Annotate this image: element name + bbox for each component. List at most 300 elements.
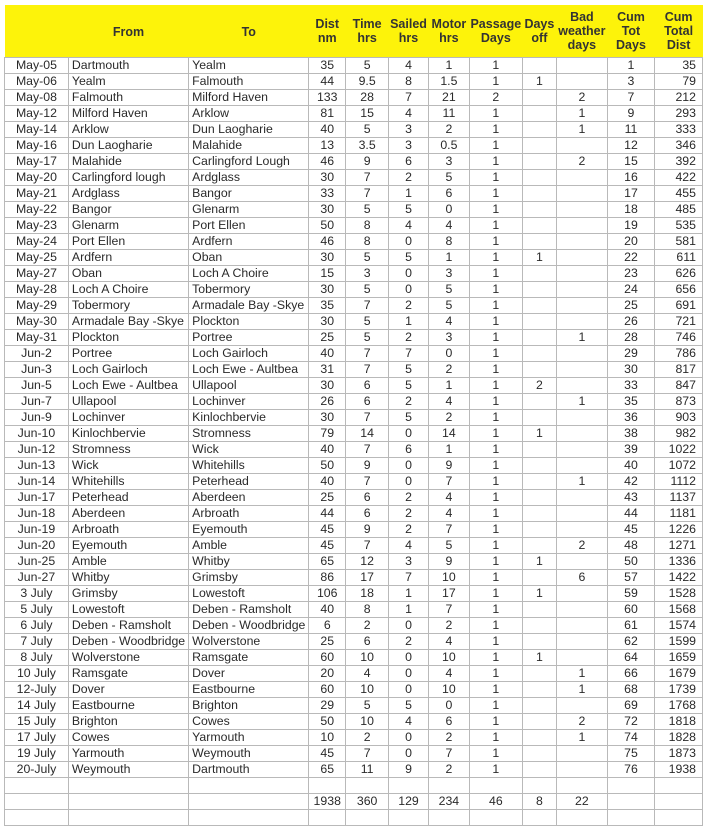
total-passage-days: 46 — [469, 794, 522, 810]
cell-days-off — [522, 154, 556, 170]
cell-cum-tot-days: 57 — [607, 570, 655, 586]
cell-passage-days: 1 — [469, 394, 522, 410]
cell-time: 7 — [346, 298, 389, 314]
cell-cum-total-dist: 1137 — [655, 490, 703, 506]
cell-time: 4 — [346, 666, 389, 682]
cell-time: 7 — [346, 186, 389, 202]
cell-to: Lochinver — [189, 394, 309, 410]
cell-cum-total-dist: 903 — [655, 410, 703, 426]
cell-dist: 29 — [309, 698, 346, 714]
cell-date: Jun-12 — [5, 442, 69, 458]
header-line: weather — [558, 24, 606, 38]
cell-from: Portree — [68, 346, 188, 362]
cell-time: 5 — [346, 202, 389, 218]
cell-to: Ardfern — [189, 234, 309, 250]
cell-passage-days: 1 — [469, 730, 522, 746]
cell-cum-tot-days: 1 — [607, 58, 655, 74]
cell-cum-total-dist: 847 — [655, 378, 703, 394]
cell-days-off — [522, 266, 556, 282]
header-line: Motor — [431, 17, 467, 31]
cell-time: 9.5 — [346, 74, 389, 90]
header-line: hrs — [439, 31, 459, 45]
cell-time: 5 — [346, 250, 389, 266]
cell-date: Jun-19 — [5, 522, 69, 538]
cell-dist: 50 — [309, 218, 346, 234]
cell-time: 10 — [346, 650, 389, 666]
cell-dist: 30 — [309, 314, 346, 330]
cell-motor: 4 — [428, 634, 469, 650]
cell-cum-total-dist: 422 — [655, 170, 703, 186]
cell-motor: 17 — [428, 586, 469, 602]
header-bad-weather — [557, 5, 608, 58]
cell-dist: 44 — [309, 74, 346, 90]
cell-sailed: 1 — [389, 314, 429, 330]
cell-from: Loch A Choire — [68, 282, 188, 298]
cell-date: May-20 — [5, 170, 69, 186]
cell-from: Armadale Bay -Skye — [68, 314, 188, 330]
cell-from: Amble — [68, 554, 188, 570]
cell-motor: 2 — [428, 730, 469, 746]
cell-days-off — [522, 570, 556, 586]
cell-sailed: 6 — [389, 154, 429, 170]
cell-to: Stromness — [189, 426, 309, 442]
cell-sailed: 0 — [389, 730, 429, 746]
cell-motor: 10 — [428, 650, 469, 666]
header-line: Time — [352, 17, 382, 31]
table-row — [5, 618, 703, 634]
cell-to: Portree — [189, 330, 309, 346]
cell-cum-tot-days: 16 — [607, 170, 655, 186]
cell-time: 5 — [346, 58, 389, 74]
cell-days-off — [522, 634, 556, 650]
cell-motor: 1.5 — [428, 74, 469, 90]
cell-days-off — [522, 730, 556, 746]
cell-time: 6 — [346, 506, 389, 522]
cell-date: May-22 — [5, 202, 69, 218]
cell-days-off — [522, 346, 556, 362]
cell-to: Aberdeen — [189, 490, 309, 506]
cell-cum-total-dist: 1568 — [655, 602, 703, 618]
cell-date: 15 July — [5, 714, 69, 730]
cell-cum-tot-days: 36 — [607, 410, 655, 426]
cell-days-off — [522, 602, 556, 618]
cell-bad-weather-days: 2 — [557, 538, 608, 554]
cell-date: May-05 — [5, 58, 69, 74]
cell-time: 7 — [346, 746, 389, 762]
cell-days-off — [522, 298, 556, 314]
cell-bad-weather-days — [557, 602, 608, 618]
cell-date: May-08 — [5, 90, 69, 106]
empty-cell — [309, 778, 346, 794]
cell-time: 14 — [346, 426, 389, 442]
empty-cell — [607, 778, 655, 794]
cell-bad-weather-days — [557, 522, 608, 538]
cell-from: Brighton — [68, 714, 188, 730]
cell-cum-total-dist: 873 — [655, 394, 703, 410]
cell-sailed: 4 — [389, 714, 429, 730]
table-row — [5, 154, 703, 170]
cell-sailed: 3 — [389, 138, 429, 154]
cell-to: Amble — [189, 538, 309, 554]
cell-from: Wolverstone — [68, 650, 188, 666]
empty-cell — [346, 778, 389, 794]
table-row — [5, 186, 703, 202]
cell-days-off — [522, 682, 556, 698]
cell-sailed: 4 — [389, 538, 429, 554]
cell-to: Dover — [189, 666, 309, 682]
cell-date: May-25 — [5, 250, 69, 266]
cell-days-off — [522, 138, 556, 154]
cell-cum-total-dist: 485 — [655, 202, 703, 218]
cell-dist: 45 — [309, 522, 346, 538]
cell-passage-days: 1 — [469, 602, 522, 618]
cell-date: Jun-25 — [5, 554, 69, 570]
cell-date: 8 July — [5, 650, 69, 666]
cell-cum-tot-days: 33 — [607, 378, 655, 394]
cell-to: Cowes — [189, 714, 309, 730]
cell-passage-days: 1 — [469, 266, 522, 282]
cell-bad-weather-days — [557, 698, 608, 714]
cell-dist: 45 — [309, 538, 346, 554]
cell-to: Dun Laogharie — [189, 122, 309, 138]
cell-bad-weather-days — [557, 490, 608, 506]
cell-sailed: 0 — [389, 426, 429, 442]
cell-from: Ardfern — [68, 250, 188, 266]
cell-motor: 4 — [428, 314, 469, 330]
cell-days-off — [522, 538, 556, 554]
cell-motor: 3 — [428, 266, 469, 282]
cell-to: Whitehills — [189, 458, 309, 474]
cell-time: 5 — [346, 282, 389, 298]
cell-cum-total-dist: 212 — [655, 90, 703, 106]
cell-cum-total-dist: 691 — [655, 298, 703, 314]
cell-passage-days: 1 — [469, 122, 522, 138]
cell-cum-total-dist: 35 — [655, 58, 703, 74]
total-cum-total-dist — [655, 794, 703, 810]
cell-passage-days: 1 — [469, 218, 522, 234]
cell-to: Deben - Ramsholt — [189, 602, 309, 618]
total-to — [189, 794, 309, 810]
cell-motor: 10 — [428, 570, 469, 586]
cell-motor: 7 — [428, 746, 469, 762]
cell-time: 2 — [346, 730, 389, 746]
cell-days-off: 1 — [522, 74, 556, 90]
cell-cum-total-dist: 656 — [655, 282, 703, 298]
cell-motor: 5 — [428, 298, 469, 314]
cell-motor: 7 — [428, 522, 469, 538]
cell-days-off — [522, 506, 556, 522]
cell-motor: 2 — [428, 362, 469, 378]
cell-days-off — [522, 330, 556, 346]
cell-days-off — [522, 170, 556, 186]
cell-motor: 3 — [428, 330, 469, 346]
cell-days-off — [522, 490, 556, 506]
cell-sailed: 2 — [389, 634, 429, 650]
cell-dist: 30 — [309, 378, 346, 394]
cell-motor: 1 — [428, 442, 469, 458]
cell-bad-weather-days — [557, 410, 608, 426]
header-line: Tot — [621, 24, 641, 38]
cell-time: 15 — [346, 106, 389, 122]
cell-sailed: 1 — [389, 186, 429, 202]
header-line: Days — [616, 38, 646, 52]
table-row — [5, 682, 703, 698]
table-header — [5, 5, 703, 58]
cell-days-off — [522, 394, 556, 410]
cell-days-off — [522, 218, 556, 234]
cell-time: 7 — [346, 474, 389, 490]
cell-date: Jun-20 — [5, 538, 69, 554]
cell-bad-weather-days — [557, 378, 608, 394]
blank-row — [5, 778, 703, 794]
cell-date: May-06 — [5, 74, 69, 90]
cell-sailed: 2 — [389, 298, 429, 314]
header-line: Dist — [315, 17, 340, 31]
cell-time: 9 — [346, 154, 389, 170]
header-cum-tot-days — [607, 5, 655, 58]
cell-dist: 20 — [309, 666, 346, 682]
cell-date: 10 July — [5, 666, 69, 682]
cell-date: Jun-13 — [5, 458, 69, 474]
cell-cum-tot-days: 29 — [607, 346, 655, 362]
empty-cell — [189, 778, 309, 794]
cell-date: Jun-17 — [5, 490, 69, 506]
cell-to: Yealm — [189, 58, 309, 74]
cell-days-off — [522, 282, 556, 298]
cell-dist: 25 — [309, 634, 346, 650]
cell-motor: 0 — [428, 346, 469, 362]
cell-passage-days: 1 — [469, 202, 522, 218]
cell-from: Lowestoft — [68, 602, 188, 618]
header-line: Total — [664, 24, 694, 38]
cell-from: Yealm — [68, 74, 188, 90]
cell-from: Eastbourne — [68, 698, 188, 714]
cell-days-off — [522, 186, 556, 202]
cell-cum-total-dist: 79 — [655, 74, 703, 90]
cell-cum-total-dist: 293 — [655, 106, 703, 122]
cell-cum-total-dist: 1112 — [655, 474, 703, 490]
cell-sailed: 3 — [389, 122, 429, 138]
cell-bad-weather-days — [557, 250, 608, 266]
cell-to: Weymouth — [189, 746, 309, 762]
cell-sailed: 7 — [389, 90, 429, 106]
cell-from: Bangor — [68, 202, 188, 218]
cell-motor: 21 — [428, 90, 469, 106]
cell-passage-days: 1 — [469, 74, 522, 90]
cell-cum-tot-days: 3 — [607, 74, 655, 90]
cell-from: Glenarm — [68, 218, 188, 234]
table-row — [5, 202, 703, 218]
cell-bad-weather-days — [557, 746, 608, 762]
cell-cum-tot-days: 23 — [607, 266, 655, 282]
cell-from: Dun Laogharie — [68, 138, 188, 154]
cell-to: Wolverstone — [189, 634, 309, 650]
cell-dist: 50 — [309, 714, 346, 730]
cell-bad-weather-days: 6 — [557, 570, 608, 586]
table-row — [5, 106, 703, 122]
cell-cum-total-dist: 721 — [655, 314, 703, 330]
table-row — [5, 426, 703, 442]
cell-dist: 46 — [309, 234, 346, 250]
cell-motor: 5 — [428, 282, 469, 298]
cell-cum-total-dist: 1528 — [655, 586, 703, 602]
cell-cum-tot-days: 9 — [607, 106, 655, 122]
cell-motor: 9 — [428, 458, 469, 474]
cell-cum-tot-days: 39 — [607, 442, 655, 458]
table-row — [5, 730, 703, 746]
cell-bad-weather-days — [557, 266, 608, 282]
cell-dist: 44 — [309, 506, 346, 522]
cell-from: Whitehills — [68, 474, 188, 490]
header-cum-total-dist — [655, 5, 703, 58]
cell-time: 5 — [346, 330, 389, 346]
cell-to: Carlingford Lough — [189, 154, 309, 170]
cell-time: 6 — [346, 394, 389, 410]
header-line: hrs — [357, 31, 377, 45]
cell-passage-days: 1 — [469, 746, 522, 762]
cell-days-off: 1 — [522, 554, 556, 570]
cell-bad-weather-days — [557, 314, 608, 330]
cell-dist: 25 — [309, 330, 346, 346]
cell-passage-days: 1 — [469, 378, 522, 394]
cell-to: Arbroath — [189, 506, 309, 522]
cell-sailed: 2 — [389, 522, 429, 538]
cell-passage-days: 1 — [469, 186, 522, 202]
cell-sailed: 8 — [389, 74, 429, 90]
cell-date: 12-July — [5, 682, 69, 698]
cell-dist: 6 — [309, 618, 346, 634]
header-line: Days — [480, 31, 511, 45]
table-row — [5, 538, 703, 554]
cell-cum-total-dist: 611 — [655, 250, 703, 266]
header-days-off — [522, 5, 556, 58]
cell-to: Eastbourne — [189, 682, 309, 698]
cell-sailed: 0 — [389, 474, 429, 490]
cell-motor: 2 — [428, 762, 469, 778]
header-line: Passage — [470, 17, 522, 31]
cell-dist: 30 — [309, 282, 346, 298]
cell-to: Wick — [189, 442, 309, 458]
cell-from: Falmouth — [68, 90, 188, 106]
cell-dist: 13 — [309, 138, 346, 154]
cell-bad-weather-days — [557, 74, 608, 90]
cell-date: May-12 — [5, 106, 69, 122]
cell-time: 3.5 — [346, 138, 389, 154]
cell-cum-total-dist: 1072 — [655, 458, 703, 474]
cell-from: Wick — [68, 458, 188, 474]
cell-sailed: 6 — [389, 442, 429, 458]
cell-bad-weather-days: 2 — [557, 90, 608, 106]
cell-passage-days: 1 — [469, 298, 522, 314]
cell-dist: 30 — [309, 410, 346, 426]
total-motor: 234 — [428, 794, 469, 810]
cell-sailed: 5 — [389, 250, 429, 266]
cell-dist: 40 — [309, 122, 346, 138]
cell-bad-weather-days — [557, 218, 608, 234]
cell-sailed: 9 — [389, 762, 429, 778]
table-row — [5, 554, 703, 570]
cell-dist: 31 — [309, 362, 346, 378]
table-row — [5, 234, 703, 250]
cell-cum-total-dist: 1679 — [655, 666, 703, 682]
table-row — [5, 490, 703, 506]
cell-dist: 45 — [309, 746, 346, 762]
table-row — [5, 762, 703, 778]
cell-date: May-17 — [5, 154, 69, 170]
cell-motor: 5 — [428, 170, 469, 186]
cell-time: 3 — [346, 266, 389, 282]
cell-from: Grimsby — [68, 586, 188, 602]
table-row — [5, 282, 703, 298]
cell-dist: 46 — [309, 154, 346, 170]
cell-from: Arbroath — [68, 522, 188, 538]
cell-sailed: 2 — [389, 506, 429, 522]
header-line: Days — [524, 17, 555, 31]
cell-passage-days: 1 — [469, 586, 522, 602]
cell-dist: 15 — [309, 266, 346, 282]
cell-date: 19 July — [5, 746, 69, 762]
empty-cell — [655, 778, 703, 794]
cell-cum-tot-days: 61 — [607, 618, 655, 634]
cell-to: Ramsgate — [189, 650, 309, 666]
cell-dist: 60 — [309, 650, 346, 666]
cell-motor: 14 — [428, 426, 469, 442]
header-time — [346, 5, 389, 58]
cell-to: Glenarm — [189, 202, 309, 218]
cell-dist: 35 — [309, 58, 346, 74]
cell-cum-tot-days: 22 — [607, 250, 655, 266]
cell-dist: 40 — [309, 602, 346, 618]
header-line: hrs — [398, 31, 419, 45]
table-row — [5, 570, 703, 586]
cell-days-off — [522, 58, 556, 74]
table-row — [5, 714, 703, 730]
cell-cum-total-dist: 1828 — [655, 730, 703, 746]
cell-date: 5 July — [5, 602, 69, 618]
cell-time: 7 — [346, 346, 389, 362]
cell-passage-days: 1 — [469, 106, 522, 122]
cell-passage-days: 1 — [469, 250, 522, 266]
cell-bad-weather-days: 1 — [557, 394, 608, 410]
cell-cum-total-dist: 1659 — [655, 650, 703, 666]
header-line: Cum — [617, 10, 645, 24]
cell-cum-tot-days: 64 — [607, 650, 655, 666]
cell-dist: 40 — [309, 474, 346, 490]
cell-motor: 2 — [428, 122, 469, 138]
cell-cum-total-dist: 1818 — [655, 714, 703, 730]
cell-bad-weather-days — [557, 170, 608, 186]
cell-to: Bangor — [189, 186, 309, 202]
cell-sailed: 4 — [389, 58, 429, 74]
cell-motor: 11 — [428, 106, 469, 122]
total-cum-tot-days — [607, 794, 655, 810]
cell-cum-total-dist: 1226 — [655, 522, 703, 538]
cell-days-off — [522, 122, 556, 138]
cell-date: May-24 — [5, 234, 69, 250]
total-days-off: 8 — [522, 794, 556, 810]
cell-time: 10 — [346, 714, 389, 730]
cell-motor: 7 — [428, 474, 469, 490]
cell-cum-total-dist: 1422 — [655, 570, 703, 586]
cell-cum-tot-days: 24 — [607, 282, 655, 298]
cell-motor: 7 — [428, 602, 469, 618]
header-line: Cum — [664, 10, 693, 24]
cell-cum-total-dist: 1336 — [655, 554, 703, 570]
table-row — [5, 138, 703, 154]
cell-sailed: 2 — [389, 490, 429, 506]
cell-cum-tot-days: 43 — [607, 490, 655, 506]
cell-to: Grimsby — [189, 570, 309, 586]
